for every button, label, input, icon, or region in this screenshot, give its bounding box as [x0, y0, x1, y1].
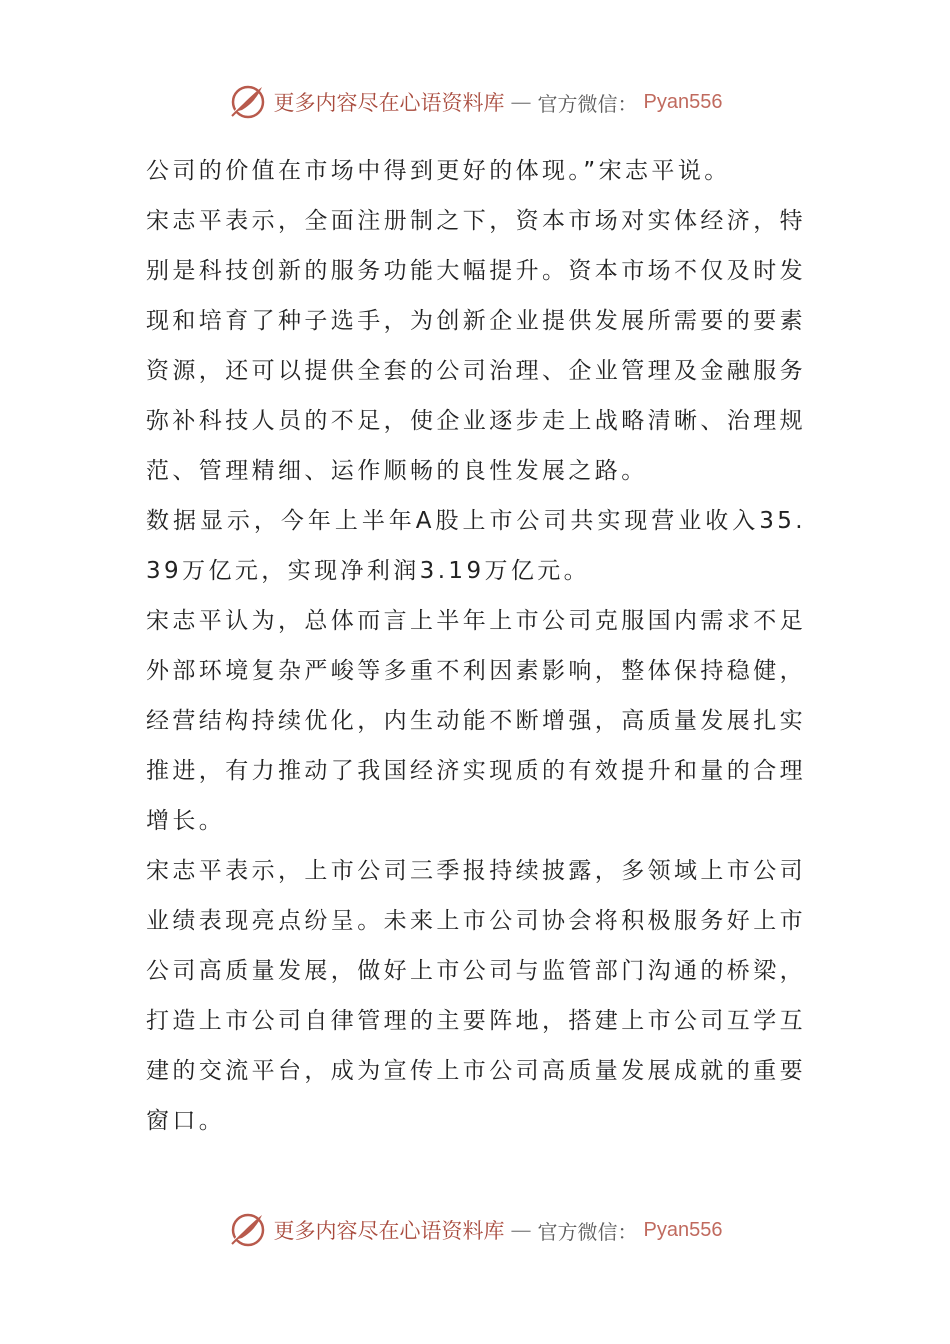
paragraph: 宋志平认为，总体而言上半年上市公司克服国内需求不足外部环境复杂严峻等多重不利因素影响，整体保持稳健，经营结构持续优化，内生动能不断增强，高质量发展扎实推进，有力推动了我国经济实现质的有效提升和量的合理增长。 [146, 608, 806, 834]
paragraph: 数据显示，今年上半年A股上市公司共实现营业收入35.39万亿元，实现净利润3.19万亿元。 [146, 508, 806, 584]
quill-pen-icon [228, 1210, 268, 1250]
banner-brand-text: 更多内容尽在心语资料库 [273, 1219, 505, 1243]
banner-wechat-id: Pyan556 [643, 1218, 723, 1241]
paragraph: 宋志平表示，上市公司三季报持续披露，多领域上市公司业绩表现亮点纷呈。未来上市公司协会将积极服务好上市公司高质量发展，做好上市公司与监管部门沟通的桥梁，打造上市公司自律管理的主要阵地，搭建上市公司互学互建的交流平台，成为宣传上市公司高质量发展成就的重要窗口。 [146, 858, 806, 1134]
paragraph: 宋志平表示，全面注册制之下，资本市场对实体经济，特别是科技创新的服务功能大幅提升。资本市场不仅及时发现和培育了种子选手，为创新企业提供发展所需要的要素资源，还可以提供全套的公司治理、企业管理及金融服务弥补科技人员的不足，使企业逐步走上战略清晰、治理规范、管理精细、运作顺畅的良性发展之路。 [146, 208, 806, 484]
banner-separator: — [510, 90, 532, 114]
banner-official-label: 官方微信： [537, 1219, 638, 1244]
banner-official-label: 官方微信： [537, 91, 638, 116]
header-banner [0, 80, 950, 124]
paragraph: 公司的价值在市场中得到更好的体现。”宋志平说。 [146, 158, 731, 184]
banner-brand-text: 更多内容尽在心语资料库 [273, 91, 505, 115]
document-body [146, 146, 806, 1146]
quill-pen-icon [228, 82, 268, 122]
banner-wechat-id: Pyan556 [643, 90, 723, 113]
banner-separator: — [510, 1218, 532, 1242]
footer-banner [0, 1208, 950, 1252]
